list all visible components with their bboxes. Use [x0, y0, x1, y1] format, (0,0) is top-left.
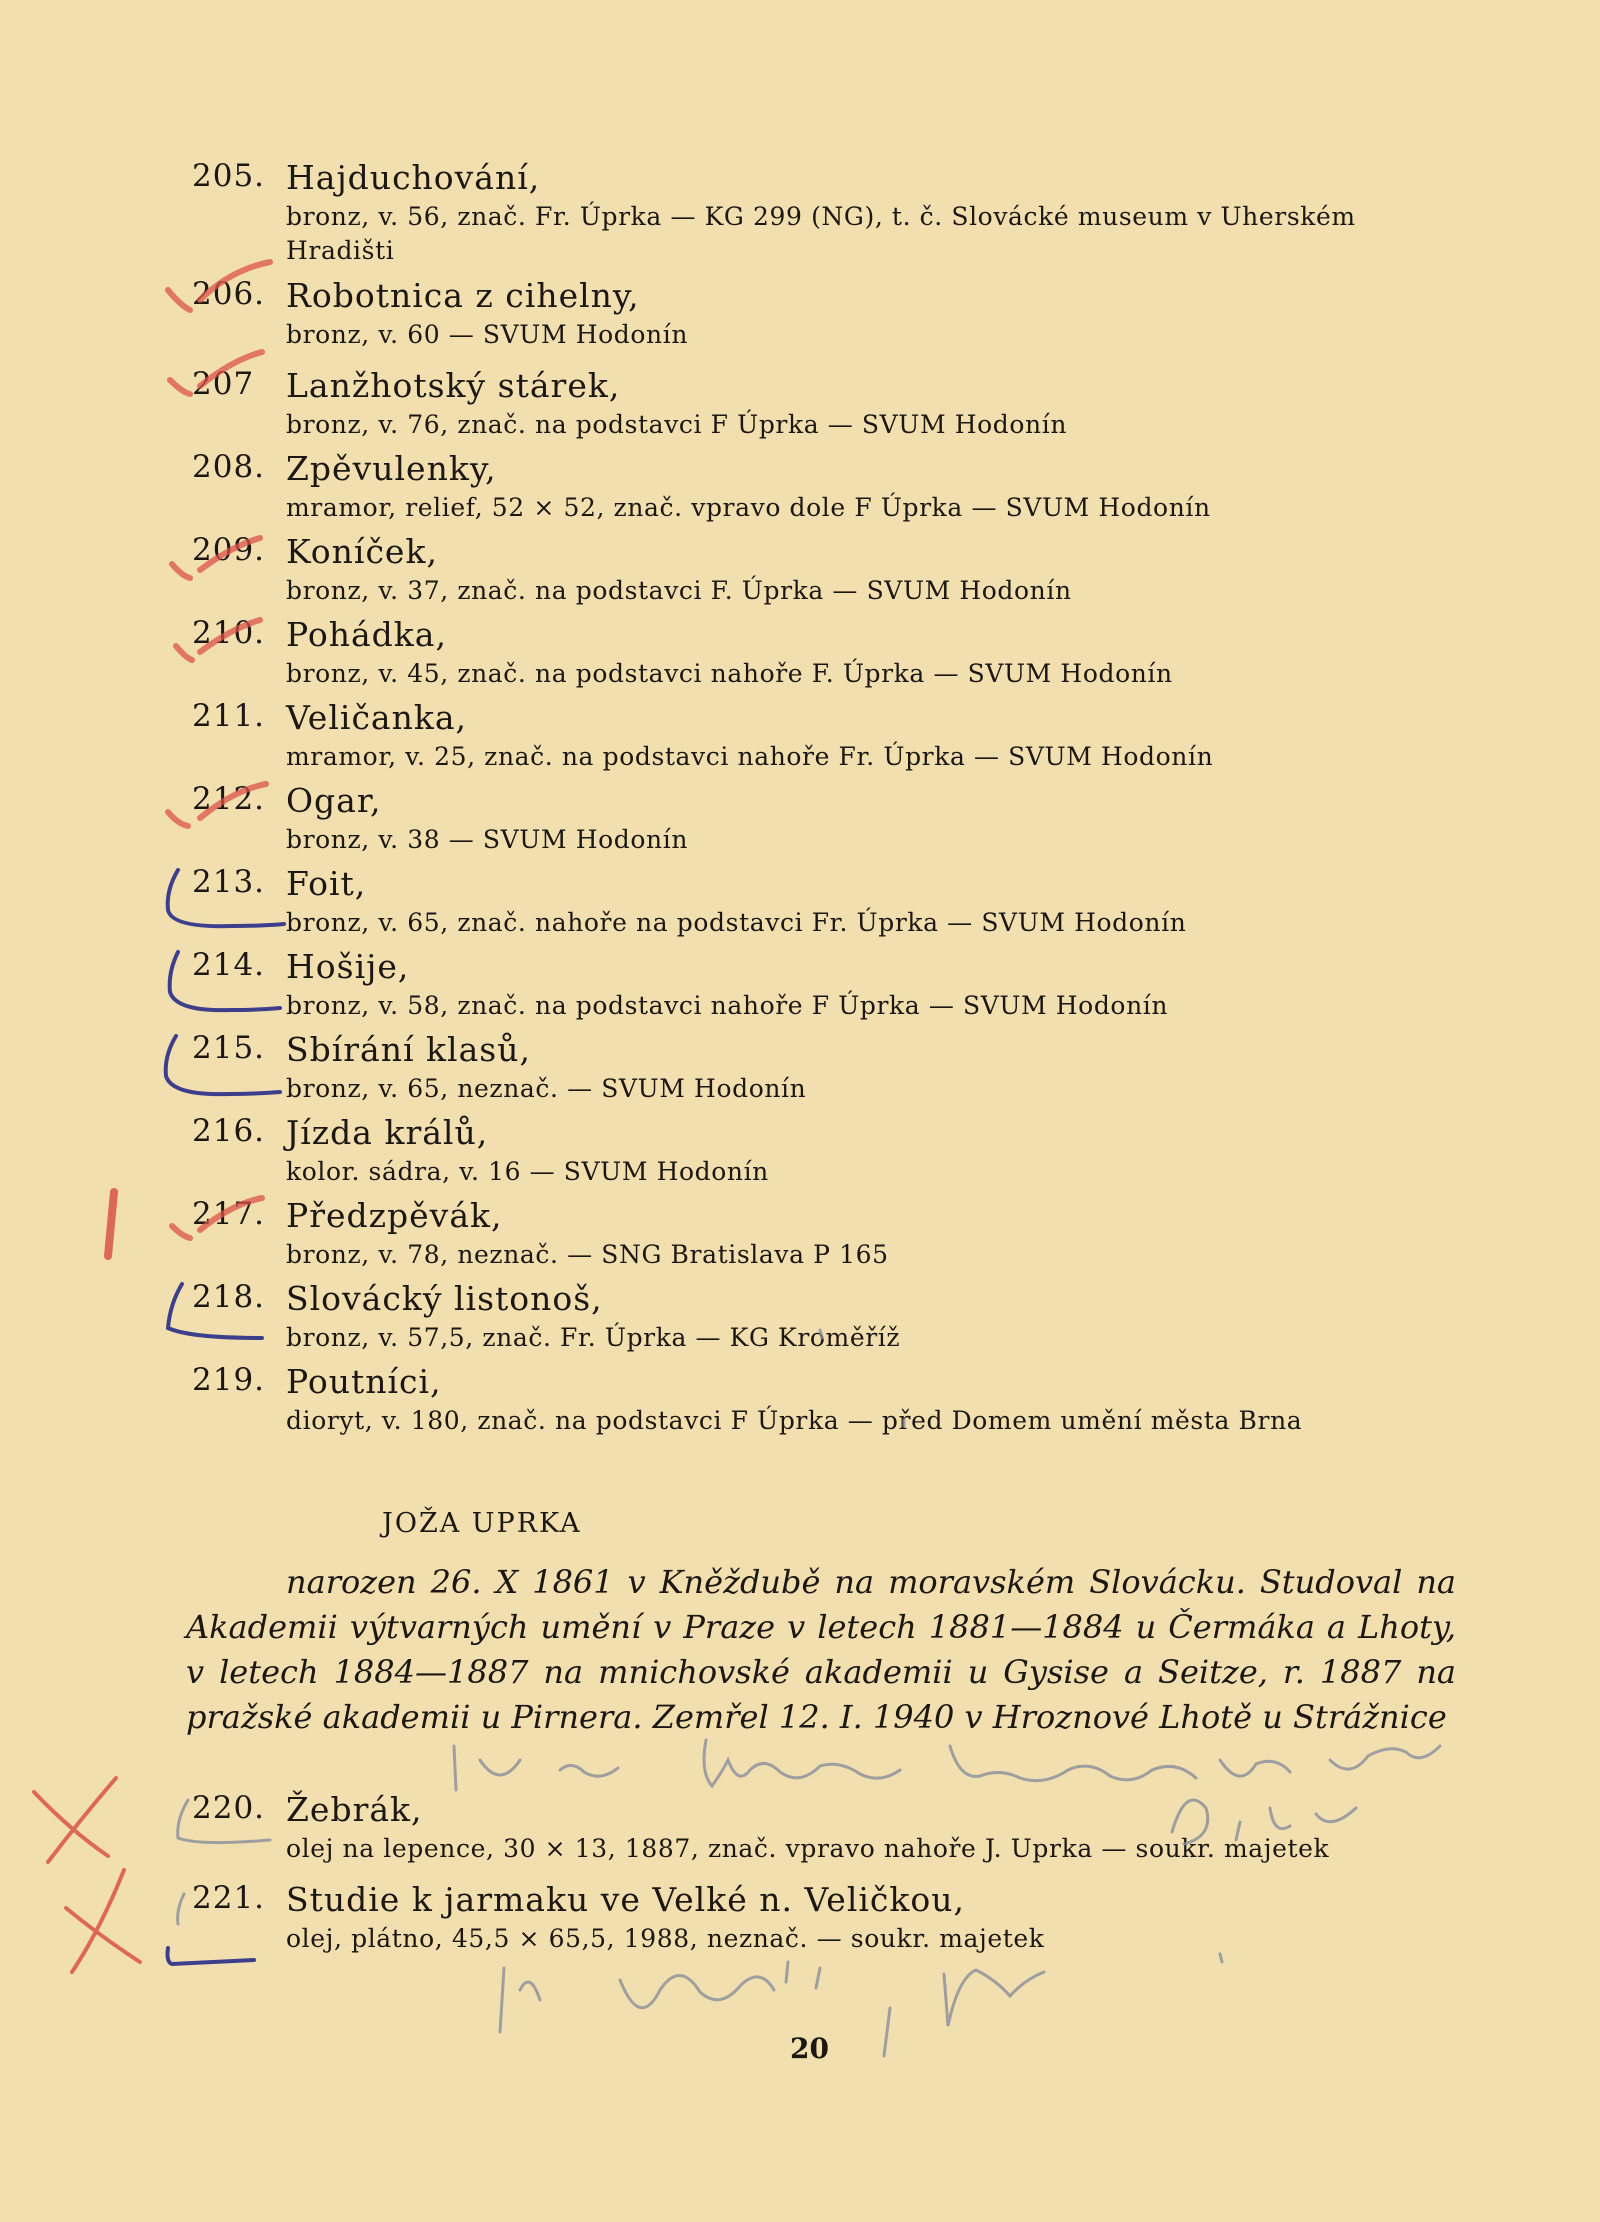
- pencil-handwriting: [500, 1962, 1044, 2056]
- entry-description: dioryt, v. 180, znač. na podstavci F Úprka — před Domem umění města Brna: [286, 1406, 1303, 1435]
- entry-title: Pohádka,: [286, 615, 447, 654]
- entry-title: Sbírání klasů,: [286, 1030, 531, 1069]
- entry-number: 208.: [192, 449, 266, 485]
- entry-description: bronz, v. 37, znač. na podstavci F. Úprka — SVUM Hodonín: [286, 576, 1072, 605]
- entry-title: Studie k jarmaku ve Velké n. Veličkou,: [286, 1880, 966, 1919]
- entry-number: 211.: [192, 698, 266, 734]
- entry-title: Žebrák,: [286, 1790, 423, 1829]
- entry-number: 209.: [192, 532, 266, 568]
- entry-number: 212.: [192, 781, 266, 817]
- entry-description: bronz, v. 78, neznač. — SNG Bratislava P 165: [286, 1240, 889, 1269]
- entry-number: 213.: [192, 864, 266, 900]
- blue-underline-mark: [168, 1948, 255, 1964]
- entry-title: Zpěvulenky,: [286, 449, 497, 488]
- entry-title: Veličanka,: [286, 698, 468, 737]
- entry-title: Robotnica z cihelny,: [286, 276, 640, 315]
- entry-description: bronz, v. 56, znač. Fr. Úprka — KG 299 (NG), t. č. Slovácké museum v Uherském Hradišti: [286, 202, 1356, 265]
- entry-title: Předzpěvák,: [286, 1196, 503, 1235]
- artist-biography: narozen 26. X 1861 v Kněždubě na moravském Slovácku. Studoval na Akademii výtvarných umění v Praze v letech 1881—1884 u Čermáka a Lhoty, v letech 1884—1887 na mnichovské akademii u Gysise a Seitze, r. 1887 na pražské akademii u Pirnera. Zemřel 12. I. 1940 v Hroznové Lhotě u Strážnice: [186, 1563, 1456, 1736]
- entry-number: 217.: [192, 1196, 266, 1232]
- entry-title: Foit,: [286, 864, 367, 903]
- entry-number: 206.: [192, 276, 266, 312]
- entry-description: bronz, v. 65, neznač. — SVUM Hodonín: [286, 1074, 807, 1103]
- entry-number: 216.: [192, 1113, 266, 1149]
- pencil-handwriting: [454, 1746, 618, 1790]
- page-number: 20: [790, 2032, 829, 2065]
- entry-number: 205.: [192, 158, 266, 194]
- graphite-bracket-mark: [178, 1894, 184, 1924]
- entry-title: Jízda králů,: [286, 1113, 489, 1152]
- entry-description: bronz, v. 76, znač. na podstavci F Úprka — SVUM Hodonín: [286, 410, 1068, 439]
- entry-title: Hošije,: [286, 947, 410, 986]
- entry-description: bronz, v. 45, znač. na podstavci nahoře F. Úprka — SVUM Hodonín: [286, 659, 1173, 688]
- entry-description: bronz, v. 60 — SVUM Hodonín: [286, 320, 689, 349]
- entry-title: Ogar,: [286, 781, 382, 820]
- entry-title: Hajduchování,: [286, 158, 541, 197]
- entry-description: bronz, v. 58, znač. na podstavci nahoře F Úprka — SVUM Hodonín: [286, 991, 1169, 1020]
- red-vertical-mark: [108, 1192, 114, 1256]
- entry-description: mramor, v. 25, znač. na podstavci nahoře Fr. Úprka — SVUM Hodonín: [286, 742, 1214, 771]
- red-cross-mark: [34, 1778, 116, 1862]
- entry-title: Slovácký listonoš,: [286, 1279, 603, 1318]
- entry-description: bronz, v. 65, znač. nahoře na podstavci Fr. Úprka — SVUM Hodonín: [286, 908, 1187, 937]
- entry-description: bronz, v. 57,5, znač. Fr. Úprka — KG Kroměříž: [286, 1323, 901, 1352]
- entry-title: Lanžhotský stárek,: [286, 366, 621, 405]
- entry-number: 214.: [192, 947, 266, 983]
- entry-number: 210.: [192, 615, 266, 651]
- entry-description: mramor, relief, 52 × 52, znač. vpravo dole F Úprka — SVUM Hodonín: [286, 493, 1211, 522]
- entry-description: olej, plátno, 45,5 × 65,5, 1988, neznač. — soukr. majetek: [286, 1924, 1045, 1953]
- entry-description: olej na lepence, 30 × 13, 1887, znač. vpravo nahoře J. Uprka — soukr. majetek: [286, 1834, 1330, 1863]
- entry-number: 221.: [192, 1880, 266, 1916]
- pencil-handwriting: [950, 1746, 1440, 1781]
- entry-description: bronz, v. 38 — SVUM Hodonín: [286, 825, 689, 854]
- entry-title: Koníček,: [286, 532, 438, 571]
- artist-heading: JOŽA UPRKA: [382, 1508, 582, 1539]
- entry-title: Poutníci,: [286, 1362, 442, 1401]
- entry-number: 215.: [192, 1030, 266, 1066]
- entry-number: 220.: [192, 1790, 266, 1826]
- entry-number: 219.: [192, 1362, 266, 1398]
- pencil-handwriting: [704, 1740, 900, 1786]
- entry-number: 218.: [192, 1279, 266, 1315]
- entry-number: 207: [192, 366, 255, 402]
- red-cross-mark: [66, 1870, 140, 1972]
- entry-description: kolor. sádra, v. 16 — SVUM Hodonín: [286, 1157, 769, 1186]
